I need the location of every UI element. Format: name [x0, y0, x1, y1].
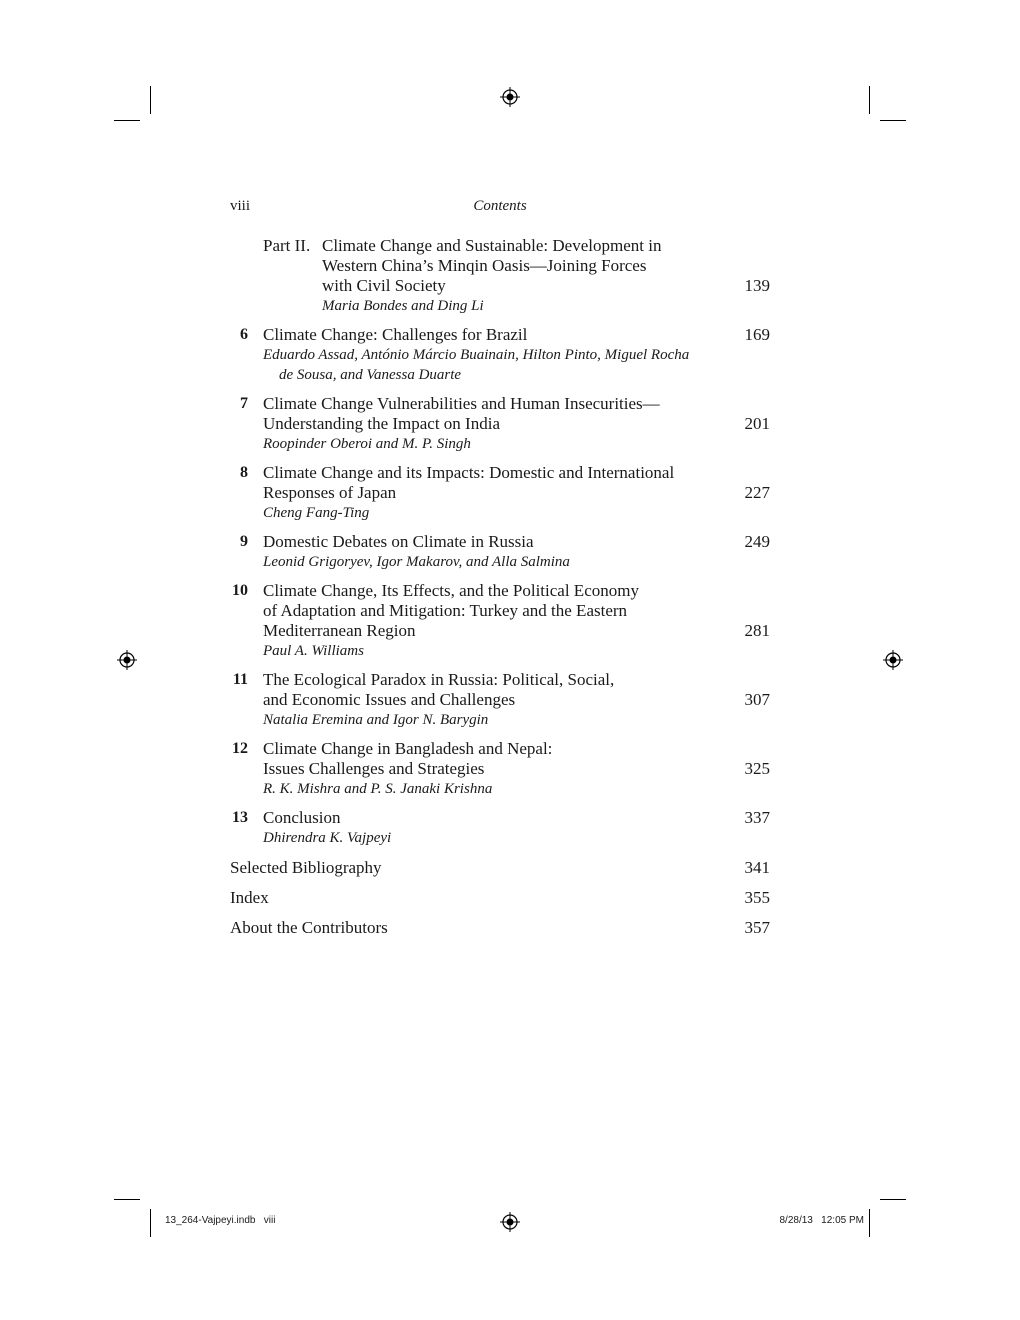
part-title-line: with Civil Society: [322, 276, 446, 295]
crop-mark: [150, 1209, 151, 1237]
chapter-page-number: 227: [744, 483, 770, 502]
chapter-number: 13: [232, 809, 248, 826]
toc-chapter-entry: [230, 463, 770, 523]
toc-chapter-entry: [230, 739, 770, 799]
crop-mark: [869, 1209, 870, 1237]
chapter-number: 6: [240, 326, 248, 343]
chapter-title-line: Climate Change in Bangladesh and Nepal:: [263, 739, 553, 758]
part-prefix: Part II.: [263, 236, 311, 255]
chapter-title-line: Conclusion: [263, 808, 341, 827]
toc-chapter-entry: [230, 394, 770, 454]
chapter-author: de Sousa, and Vanessa Duarte: [279, 367, 462, 383]
toc-chapter-entry: [230, 325, 770, 385]
chapter-number: 8: [240, 464, 248, 481]
registration-mark-icon: [117, 650, 137, 670]
chapter-title-line: Issues Challenges and Strategies: [263, 759, 485, 778]
back-matter-page-number: 355: [744, 888, 770, 907]
chapter-page-number: 307: [744, 690, 770, 709]
chapter-title-line: Climate Change Vulnerabilities and Human Insecurities—: [263, 394, 660, 413]
back-matter-label: Index: [230, 888, 269, 907]
slug-file: 13_264-Vajpeyi.indb viii: [165, 1215, 276, 1226]
chapter-list: [230, 325, 770, 848]
chapter-number: 7: [240, 395, 248, 412]
chapter-title-line: Understanding the Impact on India: [263, 414, 500, 433]
chapter-title-line: The Ecological Paradox in Russia: Political, Social,: [263, 670, 615, 689]
crop-mark: [880, 1199, 906, 1200]
toc-back-matter-entry: [230, 858, 770, 878]
toc-part-entry: [230, 236, 770, 316]
toc-back-matter-entry: [230, 918, 770, 938]
chapter-title-line: Responses of Japan: [263, 483, 397, 502]
crop-mark: [114, 120, 140, 121]
chapter-title-line: Climate Change: Challenges for Brazil: [263, 325, 528, 344]
chapter-author: Roopinder Oberoi and M. P. Singh: [263, 436, 471, 452]
chapter-page-number: 325: [744, 759, 770, 778]
back-matter-list: [230, 858, 770, 938]
chapter-author: Dhirendra K. Vajpeyi: [263, 830, 392, 846]
running-title: Contents: [473, 198, 527, 214]
chapter-title-line: and Economic Issues and Challenges: [263, 690, 516, 709]
registration-mark-icon: [500, 87, 520, 107]
chapter-author: R. K. Mishra and P. S. Janaki Krishna: [263, 781, 493, 797]
crop-mark: [869, 86, 870, 114]
toc-chapter-entry: [230, 670, 770, 730]
crop-mark: [114, 1199, 140, 1200]
chapter-number: 10: [232, 582, 248, 599]
registration-mark-icon: [500, 1212, 520, 1232]
chapter-page-number: 281: [744, 621, 770, 640]
crop-mark: [150, 86, 151, 114]
toc-back-matter-entry: [230, 888, 770, 908]
back-matter-label: Selected Bibliography: [230, 858, 382, 877]
chapter-page-number: 201: [744, 414, 770, 433]
chapter-title-line: Climate Change and its Impacts: Domestic and International: [263, 463, 675, 482]
part-page-number: 139: [744, 276, 770, 295]
chapter-page-number: 337: [744, 808, 770, 827]
chapter-title-line: Mediterranean Region: [263, 621, 416, 640]
chapter-number: 11: [232, 671, 248, 688]
chapter-number: 9: [240, 533, 248, 550]
part-title-line: Climate Change and Sustainable: Development in: [322, 236, 662, 255]
chapter-page-number: 169: [744, 325, 770, 344]
chapter-author: Leonid Grigoryev, Igor Makarov, and Alla Salmina: [263, 554, 570, 570]
chapter-author: Natalia Eremina and Igor N. Barygin: [263, 712, 489, 728]
part-author: Maria Bondes and Ding Li: [322, 298, 484, 314]
chapter-author: Paul A. Williams: [263, 643, 364, 659]
registration-mark-icon: [883, 650, 903, 670]
running-head: [230, 198, 770, 218]
chapter-author: Eduardo Assad, António Márcio Buainain, Hilton Pinto, Miguel Rocha: [263, 347, 690, 363]
crop-mark: [880, 120, 906, 121]
chapter-title-line: Domestic Debates on Climate in Russia: [263, 532, 534, 551]
chapter-number: 12: [232, 740, 248, 757]
back-matter-page-number: 357: [744, 918, 770, 937]
slug-datetime: 8/28/13 12:05 PM: [779, 1215, 864, 1226]
part-title-line: Western China’s Minqin Oasis—Joining Forces: [322, 256, 647, 275]
folio: viii: [230, 198, 251, 214]
chapter-title-line: of Adaptation and Mitigation: Turkey and the Eastern: [263, 601, 628, 620]
toc-chapter-entry: [230, 581, 770, 661]
back-matter-page-number: 341: [744, 858, 770, 877]
table-of-contents: [230, 236, 770, 948]
chapter-page-number: 249: [744, 532, 770, 551]
toc-chapter-entry: [230, 808, 770, 848]
chapter-author: Cheng Fang-Ting: [263, 505, 370, 521]
back-matter-label: About the Contributors: [230, 918, 388, 937]
toc-chapter-entry: [230, 532, 770, 572]
chapter-title-line: Climate Change, Its Effects, and the Political Economy: [263, 581, 639, 600]
